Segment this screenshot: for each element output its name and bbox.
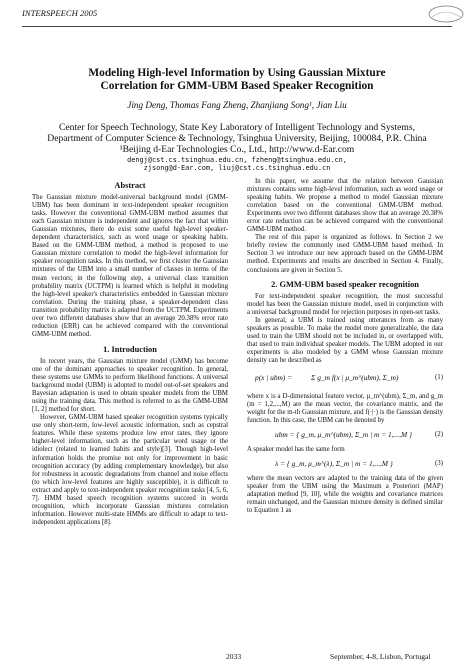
equation-3-number: (3) xyxy=(434,460,443,468)
section2-paragraph-4: A speaker model has the same form xyxy=(247,446,345,454)
author-list: Jing Deng, Thomas Fang Zheng, Zhanjiang Song¹, Jian Liu xyxy=(127,100,347,110)
intro-paragraph-2: However, GMM-UBM based speaker recognition systems typically use only short-term, low-level acoustic information, such as cepstral features. While these systems produce low error rates, they ignore higher-level information, such as the particular word usage or the idiolect (related to learned habits and style)[3]. Though high-level information holds the promise not only for improvement in basic recognition accuracy (by adding complementary knowledge), but also for robustness in acoustic degradations from channel and noise effects (to which low-level features are highly susceptible), it is difficult to extract and apply to text-independent speaker recognition tasks [4, 5, 6, 7]. HMM based speech recognition systems succeed in words recognition, which incorporate Gaussian mixtures correlation information. However multi-state HMMs are difficult to adapt to text-independent applications [8]. xyxy=(32,414,228,526)
conference-header: INTERSPEECH 2005 xyxy=(22,8,98,18)
affiliation-line-1: Center for Speech Technology, State Key Laboratory of Intelligent Technology and Systems, xyxy=(58,122,416,133)
intro-paragraph-1: In recent years, the Gaussian mixture model (GMM) has become one of the dominant approaches to speaker recognition. In general, these systems use GMMs to perform likelihood functions. A universal background model (UBM) is adopted to model out-of-set speakers and Bayesian adaptation is used to obtain speaker models from the UBM using the training data. This method is referred to as the GMM-UBM [1, 2] method for short. xyxy=(32,357,228,414)
intro-heading: 1. Introduction xyxy=(103,344,157,354)
abstract-heading: Abstract xyxy=(114,181,146,190)
equation-2-body: ubm = { g_m, μ_m^(ubm), Σ_m | m = 1,...,M } xyxy=(275,430,412,440)
equation-1 xyxy=(247,368,443,390)
paper-title-line-1: Modeling High-level Information by Using Gaussian Mixture xyxy=(88,67,386,79)
footer-venue: September, 4-8, Lisbon, Portugal xyxy=(330,652,431,661)
abstract-text: The Gaussian mixture model-universal background model (GMM-UBM) has been dominant in text-independent speaker recognition tasks. However the conventional GMM-UBM method assumes that each Gaussian mixture is independent and ignores the fact that within Gaussian mixtures, there do exist some useful high-level speaker-dependent characteristics, such as word usage or speaking habits. Based on the GMM-UBM method, a method is proposed to use Gaussian mixture correlation to model the high-level information for speaker recognition tasks. In this method, we first cluster the Gaussian mixtures of the UBM into a small number of classes in terms of the mean vectors; in the following step, a universal class transition probability matrix (UCTPM) is learned which is helpful in modeling the high-level speaker's characteristics embedded in Gaussian mixture correlation. During the training phase, a speaker-dependent class transition probability matrix is adapted from the UCTPM. Experiments over two different databases show that an average 20.38% error rate reduction (ERR) can be achieved compared with the conventional GMM-UBM method. xyxy=(32,194,228,338)
header-rule xyxy=(22,26,452,27)
intro-paragraph-3: In this paper, we assume that the relation between Gaussian mixtures contains some high-level information, such as word usage or speaking habits. We propose a method to model Gaussian mixture correlation based on the conventional GMM-UBM method. Experiments over two different databases show that an average 20.38% error rate reduction can be achieved compared with the conventional GMM-UBM method. xyxy=(247,178,443,234)
equation-1-lhs: p(x | ubm) = xyxy=(255,373,293,383)
isca-logo xyxy=(428,5,464,23)
section2-paragraph-5: where the mean vectors are adapted to the training data of the given speaker from the UBM using the Maximum a Posteriori (MAP) adaptation method [9, 10], while the weights and covariance matrices remain unchanged, and the Gaussian mixture density is defined similar to Equation 1 as xyxy=(247,475,443,515)
email-line-1: dengj@cst.cs.tsinghua.edu.cn, fzheng@tsinghua.edu.cn, xyxy=(127,156,347,164)
intro-paragraph-4: The rest of this paper is organized as follows. In Section 2 we briefly review the commonly used GMM-UBM based method. In Section 3 we introduce our new approach based on the GMM-UBM method. Experiments and results are described in Section 4. Finally, conclusions are given in Section 5. xyxy=(247,234,443,274)
equation-3 xyxy=(247,456,443,473)
left-column xyxy=(32,182,228,527)
equation-3-body: λ = { g_m, μ_m^(λ), Σ_m | m = 1,...,M } xyxy=(275,459,393,469)
equation-2-number: (2) xyxy=(434,431,443,439)
page-number: 2033 xyxy=(226,652,242,661)
section2-heading: 2. GMM-UBM based speaker recognition xyxy=(271,279,419,289)
section2-paragraph-2: In general, a UBM is trained using utterances from as many speakers as possible. To make the model more generalizable, the data used to train the UBM should not be included in, or overlapped with, that used to train individual speaker models. The UBM adopted in our experiments is also modeled by a GMM whose Gaussian mixture density can be described as xyxy=(247,316,443,364)
section2-paragraph-1: For text-independent speaker recognition, the most successful model has been the Gaussian mixture model, used in conjunction with a universal background model for rejection purposes in open-set tasks. xyxy=(247,292,443,316)
section2-paragraph-3: where x is a D-dimensional feature vector, μ_m^(ubm), Σ_m, and g_m (m = 1,2,...,M) are the mean vector, the covariance matrix, and the weight for the m-th Gaussian mixture, and f(·|·) is the Gaussian density function. In this case, the UBM can be denoted by xyxy=(247,393,443,425)
equation-1-rhs: Σ g_m f(x | μ_m^(ubm), Σ_m) xyxy=(311,373,399,383)
affiliation-line-3: ¹Beijing d-Ear Technologies Co., Ltd., http://www.d-Ear.com xyxy=(119,144,355,155)
paper-title-line-2: Correlation for GMM-UBM Based Speaker Recognition xyxy=(100,80,374,92)
affiliation-line-2: Department of Computer Science & Technology, Tsinghua University, Beijing, 100084, P.R. China xyxy=(47,133,427,144)
email-line-2: zjsong@d-Ear.com, liuj@cst.cs.tsinghua.edu.cn xyxy=(143,164,331,172)
right-column xyxy=(247,178,443,516)
equation-1-number: (1) xyxy=(434,374,443,382)
isca-logo-graphic xyxy=(428,5,464,23)
equation-2 xyxy=(247,427,443,444)
